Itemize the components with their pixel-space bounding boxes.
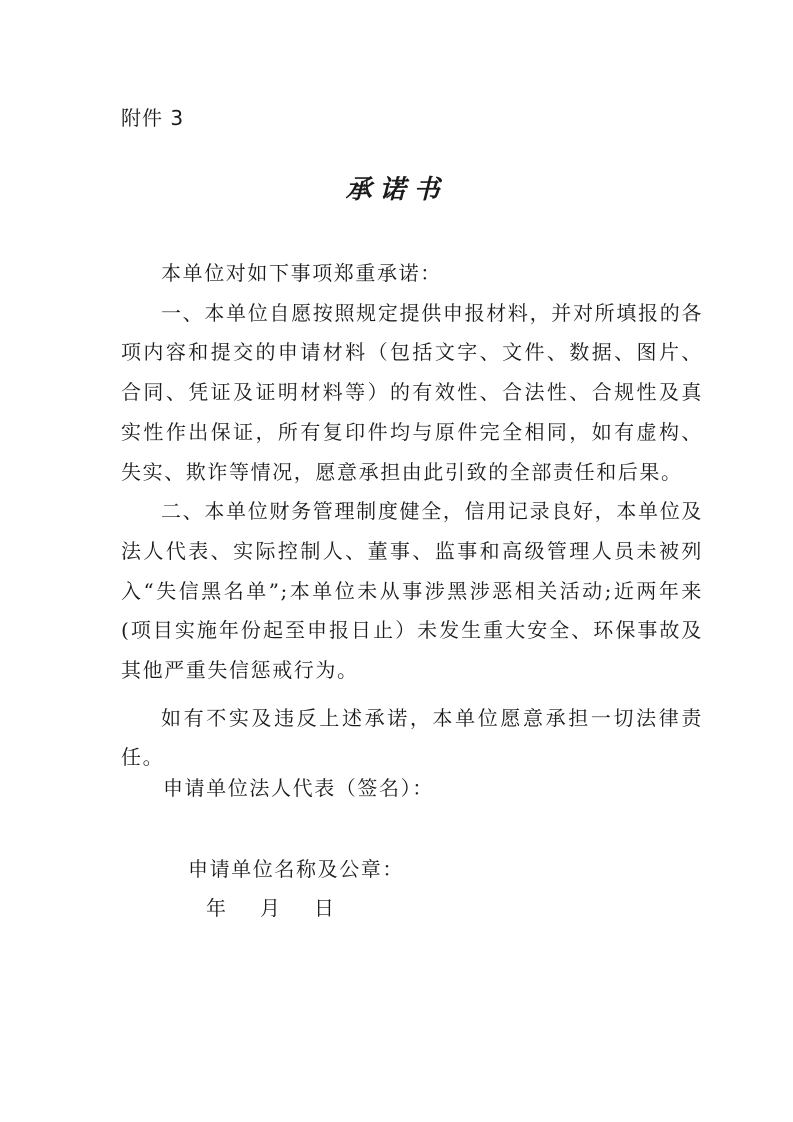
document-title: 承诺书: [345, 175, 448, 205]
unit-name-seal-label: 申请单位名称及公章：: [188, 857, 404, 881]
clause-one-paragraph: 一、本单位自愿按照规定提供申报材料，并对所填报的各项内容和提交的申请材料（包括文字、文件、数据、图片、合同、凭证及证明材料等）的有效性、合法性、合规性及真实性作出保证，所有复印件均与原件完全相同，如有虚构、失实、欺诈等情况，愿意承担由此引致的全部责任和后果。: [121, 300, 703, 484]
date-day-label: 日: [314, 896, 334, 920]
commitment-body: [121, 254, 703, 778]
legal-representative-signature-label: 申请单位法人代表（签名）：: [163, 776, 434, 800]
liability-paragraph: 如有不实及违反上述承诺，本单位愿意承担一切法律责任。: [121, 705, 703, 770]
date-line: [206, 893, 334, 923]
date-year-label: 年: [206, 896, 226, 920]
date-month-label: 月: [260, 896, 280, 920]
clause-two-paragraph: 二、本单位财务管理制度健全，信用记录良好，本单位及法人代表、实际控制人、董事、监事和高级管理人员未被列入“失信黑名单”;本单位未从事涉黑涉恶相关活动;近两年来(项目实施年份起至申报日止）未发生重大安全、环保事故及其他严重失信惩戒行为。: [121, 499, 703, 683]
attachment-label: 附件 3: [121, 106, 185, 130]
intro-paragraph: 本单位对如下事项郑重承诺：: [161, 261, 442, 285]
